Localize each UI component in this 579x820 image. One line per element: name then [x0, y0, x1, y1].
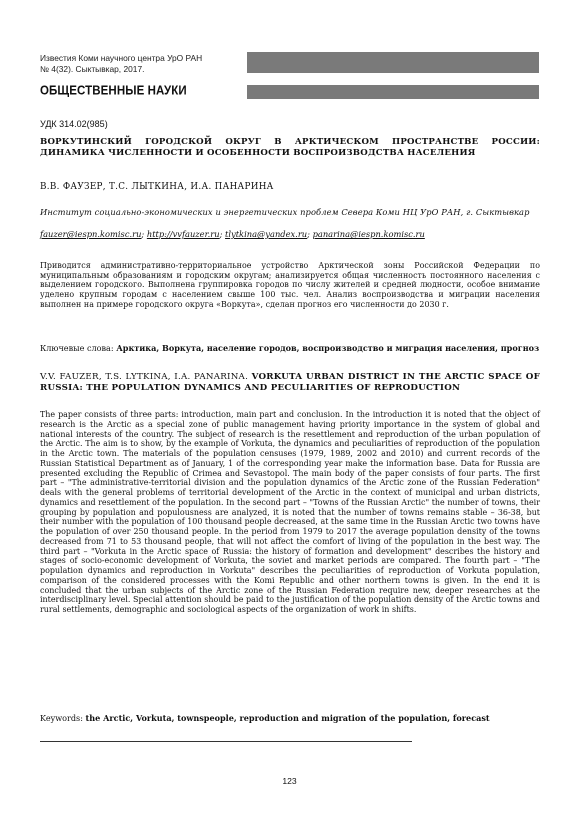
journal-info — [40, 53, 202, 74]
email-separator: ; — [219, 229, 226, 239]
header-bar-bottom — [247, 85, 539, 99]
journal-name: Известия Коми научного центра УрО РАН — [40, 53, 203, 63]
email-link-fauzer[interactable]: fauzer@iespn.komisc.ru — [40, 229, 142, 239]
keywords-ru-text: Арктика, Воркута, население городов, воспроизводство и миграция населения, прогноз — [116, 343, 540, 353]
affiliation-ru: Институт социально-экономических и энергетических проблем Севера Коми НЦ УрО РАН, г. Сыктывкар — [40, 207, 530, 217]
email-separator: ; — [307, 229, 313, 239]
page-number: 123 — [282, 776, 297, 786]
keywords-ru — [40, 343, 540, 353]
abstract-en: The paper consists of three parts: introduction, main part and conclusion. In the introduction it is noted that the object of research is the Arctic as a special zone of public management having priority importance in the system of global and national interests of the country. The subject of research is the resettlement and reproduction of the urban population of the Arctic. The aim is to show, by the example of Vorkuta, the dynamics and peculiarities of reproduction of the population in the Arctic town. The materials of the population censuses (1979, 1989, 2002 and 2010) and current records of the Russian Statistical Department as of January, 1 of the corresponding year make the information base. Data for Russia are presented excluding the Republic of Crimea and Sevastopol. The main body of the paper consists of four parts. The first part – "The administrative-territorial division and the population dynamics of the Arctic zone of the Russian Federation" deals with the general problems of territorial development of the Arctic in the context of municipal and urban districts, dynamics and resettlement of the population. In the second part – "Towns of the Russian Arctic" the number of towns, their grouping by population and populousness are analyzed, it is noted that the number of towns remains stable – 36-38, but their number with the population of 100 thousand people decreased, at the same time in the Russian Arctic two towns have the population of over 250 thousand people. In the period from 1979 to 2017 the average population density of the towns decreased from 71 to 53 thousand people, that will not affect the comfort of living of the population in the best way. The third part – "Vorkuta in the Arctic space of Russia: the history of formation and development" describes the history and stages of socio-economic development of Vorkuta, the soviet and market periods are compared. The fourth part – "The population dynamics and reproduction in Vorkuta" describes the peculiarities of reproduction of Vorkuta population, comparison of the considered processes with the Komi Republic and other northern towns is given. In the end it is concluded that the urban subjects of the Arctic zone of the Russian Federation require new, deeper researches at the interdisciplinary level. Special attention should be paid to the justification of the population density of the Arctic towns and rural settlements, demographic and sociological aspects of the organization of work in shifts. — [40, 410, 540, 614]
email-separator: ; — [141, 229, 147, 239]
authors-ru: В.В. ФАУЗЕР, Т.С. ЛЫТКИНА, И.А. ПАНАРИНА — [40, 182, 274, 192]
journal-issue: № 4(32). Сыктывкар, 2017. — [40, 63, 145, 74]
author-emails — [40, 229, 540, 240]
email-link-lytkina[interactable]: tlytkina@yandex.ru — [225, 229, 308, 239]
keywords-en-text: the Arctic, Vorkuta, townspeople, reproduction and migration of the population, forecast — [85, 713, 490, 723]
section-heading: ОБЩЕСТВЕННЫЕ НАУКИ — [40, 84, 187, 98]
authors-en: V.V. FAUZER, T.S. LYTKINA, I.A. PANARINA. — [40, 372, 252, 382]
website-link-fauzer[interactable]: http://vvfauzer.ru — [146, 229, 220, 239]
keywords-ru-label: Ключевые слова: — [40, 343, 117, 353]
keywords-en-label: Keywords: — [40, 713, 86, 723]
email-link-panarina[interactable]: panarina@iespn.komisc.ru — [312, 229, 425, 239]
header-bar-top — [247, 52, 539, 73]
keywords-en — [40, 713, 540, 724]
udk-code: УДК 314.02(985) — [40, 119, 108, 129]
title-en-text: VORKUTA URBAN DISTRICT IN THE ARCTIC SPACE OF RUSSIA: THE POPULATION DYNAMICS AND PECULIARITIES OF REPRODUCTION — [40, 372, 540, 394]
article-title-ru: ВОРКУТИНСКИЙ ГОРОДСКОЙ ОКРУГ В АРКТИЧЕСКОМ ПРОСТРАНСТВЕ РОССИИ: ДИНАМИКА ЧИСЛЕННОСТИ И ОСОБЕННОСТИ ВОСПРОИЗВОДСТВА НАСЕЛЕНИЯ — [40, 137, 540, 159]
article-title-en — [40, 372, 540, 395]
abstract-ru: Приводится административно-территориальное устройство Арктической зоны Российской Федерации по муниципальным образованиям и городским округам; анализируется общая численность постоянного населения с выделением городского. Выполнена группировка городов по числу жителей и средней людности, особое внимание уделено крупным городам с населением свыше 100 тыс. чел. Анализ воспроизводства и миграции населения выполнен на примере городского округа «Воркута», сделан прогноз его численности до 2030 г. — [40, 261, 540, 309]
footer-rule — [40, 741, 412, 742]
